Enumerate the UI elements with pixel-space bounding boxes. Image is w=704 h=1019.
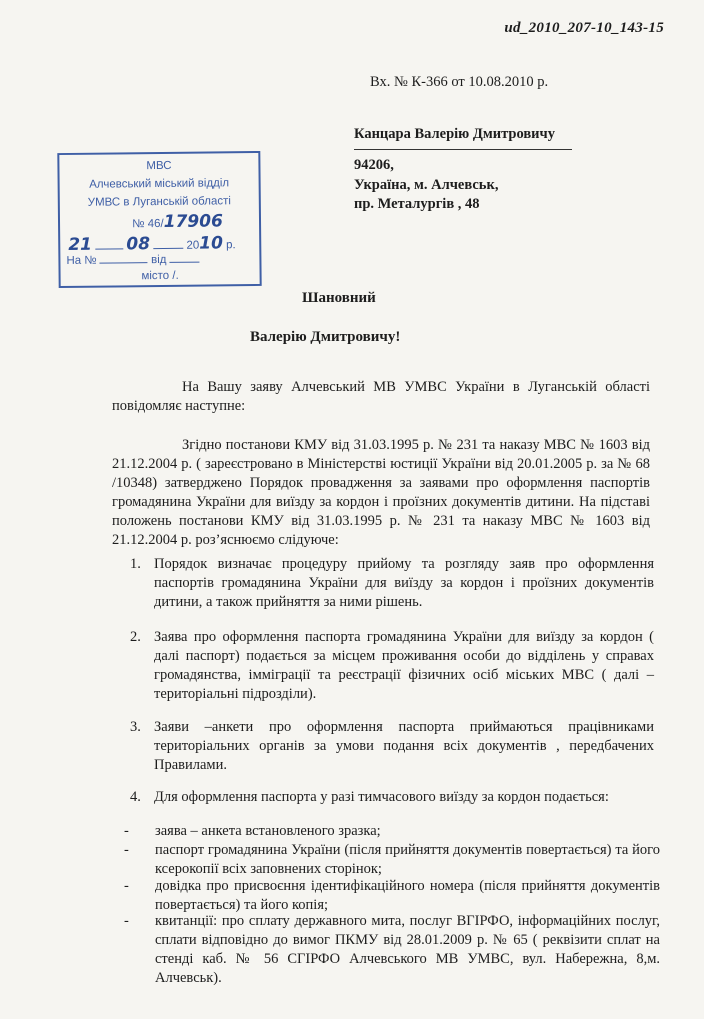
recipient-street: пр. Металургів , 48 xyxy=(354,196,480,212)
requirement-text: довідка про присвоєння ідентифікаційного номера (після прийняття документів повертається) та його копія; xyxy=(155,878,660,913)
stamp-line-region: УМВС в Луганській області xyxy=(87,195,231,209)
recipient-name: Канцара Валерію Дмитровичу xyxy=(354,126,555,142)
stamp-line-mvs: МВС xyxy=(146,159,172,173)
stamp-line-city: місто /. xyxy=(141,269,179,283)
requirement-dash: - xyxy=(124,913,129,929)
stamp-line-date xyxy=(68,233,267,255)
recipient-postcode: 94206, xyxy=(354,157,394,173)
stamp-year-handwritten: 10 xyxy=(199,233,223,254)
stamp-na-no: На № xyxy=(66,254,97,267)
list-item-text: Заява про оформлення паспорта громадянина України для виїзду за кордон ( далі паспорт) подається за місцем проживання особи до відділень у справах громадянства, імміграції та реєстрації фізичних осіб міських МВС ( далі –територіальні підрозділи). xyxy=(154,629,654,702)
list-item-number: 2. xyxy=(130,629,141,645)
recipient-block xyxy=(354,126,572,215)
stamp-line-department: Алчевський міський відділ xyxy=(89,177,230,191)
incoming-number: Вх. № К-366 от 10.08.2010 р. xyxy=(370,74,549,90)
stamp-year-suffix: р. xyxy=(226,239,236,252)
stamp-year-prefix: 20 xyxy=(186,239,200,252)
list-item-number: 3. xyxy=(130,719,141,735)
list-item-text: Заяви –анкети про оформлення паспорта приймаються працівниками територіальних органів за умови подання всіх документів , передбачених Правилами. xyxy=(154,719,654,773)
requirement-text: паспорт громадянина України (після прийняття документів повертається) та його ксерокопії всіх заповнених сторінок; xyxy=(155,842,660,877)
greeting-line-2: Валерію Дмитровичу! xyxy=(250,329,401,345)
stamp-line-reference xyxy=(66,253,265,267)
list-item-number: 4. xyxy=(130,789,141,805)
stamp-day-handwritten: 21 xyxy=(68,234,93,255)
requirement-text: квитанції: про сплату державного мита, послуг ВГІРФО, інформаційних послуг, сплати відповідно до вимог ПКМУ від 28.01.2009 р. № 65 ( реквізити сплат на стенді каб. № 56 СГІРФО Алчевського МВ УМВС, вул. Набережна, 8,м. Алчевськ). xyxy=(155,913,660,986)
intro-paragraph: На Вашу заяву Алчевський МВ УМВС України в Луганській області повідомляє наступне: xyxy=(112,379,650,414)
requirement-text: заява – анкета встановленого зразка; xyxy=(155,823,381,839)
requirement-dash: - xyxy=(124,878,129,894)
document-id: ud_2010_207-10_143-15 xyxy=(504,20,664,36)
stamp-month-handwritten: 08 xyxy=(126,234,151,255)
stamp-line-number xyxy=(78,211,277,233)
recipient-divider xyxy=(354,149,572,150)
list-item-text: Порядок визначає процедуру прийому та розгляду заяв про оформлення паспортів громадянина України для виїзду за кордон і проїзних документів дитини, а також прийняття за ними рішень. xyxy=(154,556,654,610)
stamp-number-prefix: № 46/ xyxy=(132,217,164,231)
requirement-dash: - xyxy=(124,823,129,839)
recipient-city: Україна, м. Алчевськ, xyxy=(354,176,499,193)
body-paragraph: Згідно постанови КМУ від 31.03.1995 р. № 231 та наказу МВС № 1603 від 21.12.2004 р. ( зареєстровано в Міністерстві юстиції України від 20.01.2005 р. за № 68 /10348) затверджено Порядок провадження за заявами про оформлення паспортів громадянина України для виїзду за кордон і проїзних документів дитини. На підставі положень постанови КМУ від 31.03.1995 р. № 231 та наказу МВС № 1603 від 21.12.2004 р. роз’яснюємо слідуюче: xyxy=(112,437,650,548)
greeting-line-1: Шановний xyxy=(302,290,376,306)
stamp-number-handwritten: 17906 xyxy=(163,211,223,232)
stamp-vid: від xyxy=(151,253,167,267)
requirement-dash: - xyxy=(124,842,129,858)
registration-stamp xyxy=(57,151,261,288)
list-item-text: Для оформлення паспорта у разі тимчасового виїзду за кордон подається: xyxy=(154,789,609,805)
list-item-number: 1. xyxy=(130,556,141,572)
